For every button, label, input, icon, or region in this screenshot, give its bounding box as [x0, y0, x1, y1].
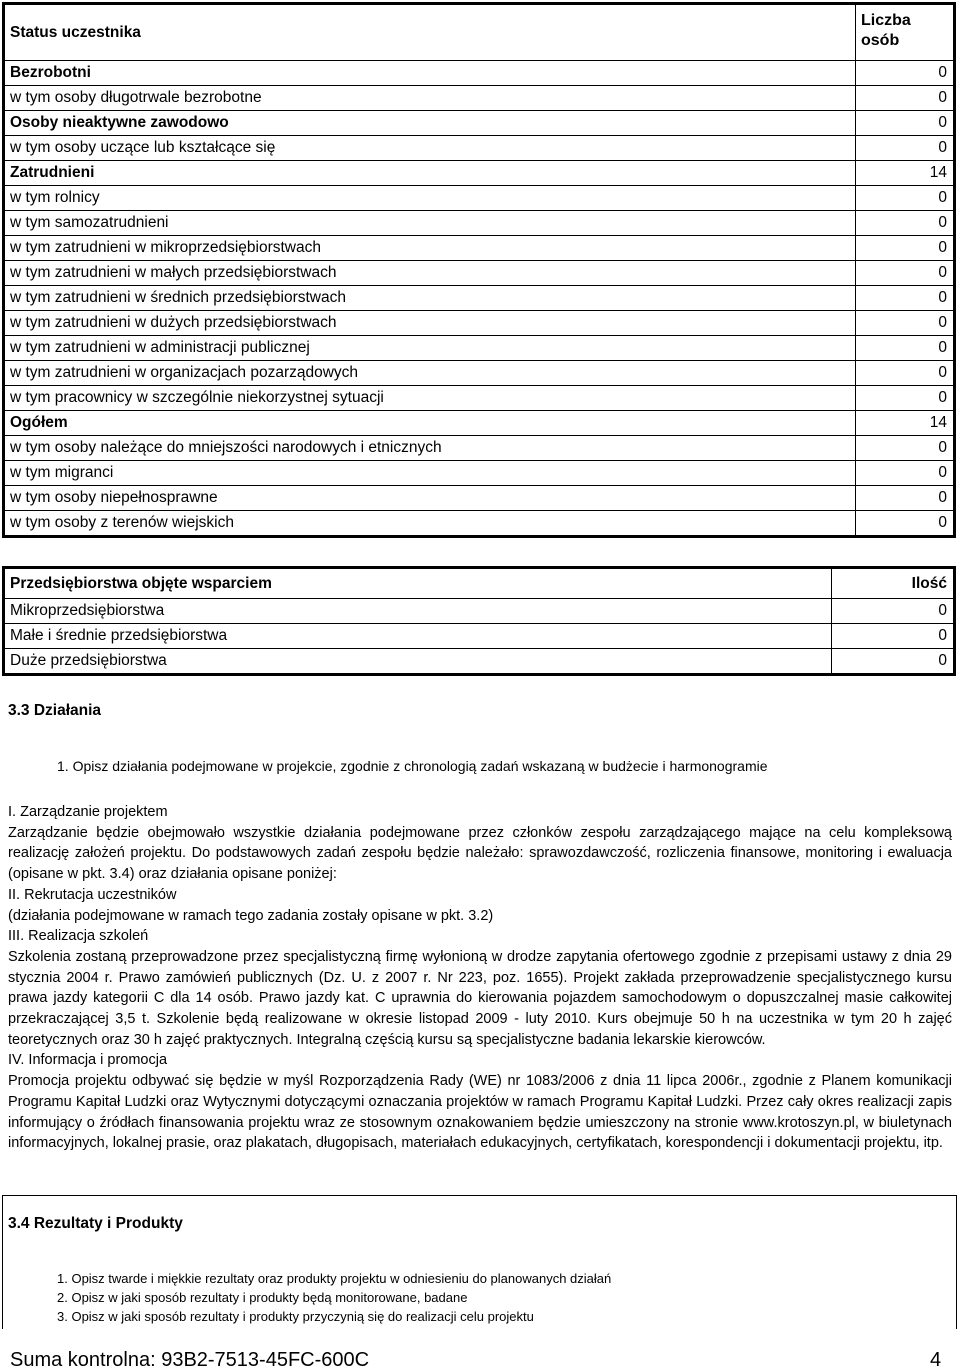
table-row — [5, 161, 954, 186]
row-label: Duże przedsiębiorstwa — [5, 649, 832, 674]
row-value: 0 — [832, 649, 954, 674]
table-row — [5, 261, 954, 286]
row-value: 14 — [856, 161, 954, 186]
section-33-body — [8, 802, 952, 1154]
paragraph: I. Zarządzanie projektem — [8, 804, 168, 820]
section-34-list — [57, 1270, 611, 1326]
row-label: Osoby nieaktywne zawodowo — [5, 111, 856, 136]
row-label: w tym zatrudnieni w dużych przedsiębiorstwach — [5, 311, 856, 336]
row-value: 0 — [856, 186, 954, 211]
row-label: w tym migranci — [5, 461, 856, 486]
paragraph: (działania podejmowane w ramach tego zadania zostały opisane w pkt. 3.2) — [8, 907, 494, 924]
row-value: 0 — [856, 336, 954, 361]
section-34-title: 3.4 Rezultaty i Produkty — [8, 1215, 183, 1232]
table-row — [5, 136, 954, 161]
row-value: 0 — [856, 361, 954, 386]
list-item: 1. Opisz twarde i miękkie rezultaty oraz produkty projektu w odniesieniu do planowanych działań — [57, 1271, 612, 1286]
enterprises-table — [2, 566, 956, 676]
row-label: w tym osoby uczące lub kształcące się — [5, 136, 856, 161]
row-label: w tym zatrudnieni w administracji publicznej — [5, 336, 856, 361]
row-label: w tym zatrudnieni w małych przedsiębiorstwach — [5, 261, 856, 286]
table-row — [5, 361, 954, 386]
row-label: w tym osoby należące do mniejszości narodowych i etnicznych — [5, 436, 856, 461]
table-row — [5, 186, 954, 211]
paragraph: III. Realizacja szkoleń — [8, 928, 149, 945]
list-item: 2. Opisz w jaki sposób rezultaty i produkty będą monitorowane, badane — [57, 1289, 468, 1305]
row-value: 0 — [856, 436, 954, 461]
table-row — [5, 86, 954, 111]
table-row — [5, 436, 954, 461]
row-label: Małe i średnie przedsiębiorstwa — [5, 624, 832, 649]
row-value: 0 — [832, 624, 954, 649]
table-row — [5, 649, 954, 674]
row-label: Bezrobotni — [5, 61, 856, 86]
row-label: w tym rolnicy — [5, 186, 856, 211]
page-number: 4 — [930, 1349, 942, 1371]
row-label: w tym osoby z terenów wiejskich — [5, 511, 856, 536]
participants-table — [2, 2, 956, 538]
row-value: 0 — [856, 86, 954, 111]
paragraph: Promocja projektu odbywać się będzie w myśl Rozporządzenia Rady (WE) nr 1083/2006 z dnia 11 lipca 2006r., zgodnie z Planem komunikacji Programu Kapitał Ludzki oraz Wytycznymi dotyczącymi oznaczania projektów w ramach Programu Kapitał Ludzki. Przez cały okres realizacji zapis informujący o źródłach finansowania projektu wraz ze stosownym oznakowaniem będzie umieszczony na stronie www.krotoszyn.pl, w biuletynach informacyjnych, lokalnej prasie, oraz plakatach, długopisach, materiałach edukacyjnych, certyfikatach, korespondencji i dokumentacji projektu, itp. — [8, 1073, 952, 1152]
row-value: 0 — [856, 386, 954, 411]
row-label: w tym zatrudnieni w mikroprzedsiębiorstwach — [5, 236, 856, 261]
row-value: 0 — [856, 311, 954, 336]
row-label: w tym samozatrudnieni — [5, 211, 856, 236]
table-row — [5, 286, 954, 311]
table-row — [5, 311, 954, 336]
row-value: 0 — [856, 61, 954, 86]
table-row — [5, 511, 954, 536]
table-row — [5, 486, 954, 511]
section-33-title: 3.3 Działania — [8, 702, 102, 719]
row-label: Zatrudnieni — [5, 161, 856, 186]
paragraph: II. Rekrutacja uczestników — [8, 886, 177, 903]
row-value: 0 — [856, 136, 954, 161]
table-row — [5, 386, 954, 411]
paragraph: Zarządzanie będzie obejmowało wszystkie działania podejmowane przez członków zespołu zarządzającego mające na celu kompleksową realizację założeń projektu. Do podstawowych zadań zespołu będzie należało: sprawozdawczość, rozliczenia finansowe, monitoring i ewaluacja (opisane w pkt. 3.4) oraz działania opisane poniżej: — [8, 824, 952, 883]
header-status: Status uczestnika — [5, 5, 856, 61]
table-row — [5, 61, 954, 86]
table-row — [5, 111, 954, 136]
row-label: w tym osoby niepełnosprawne — [5, 486, 856, 511]
row-value: 0 — [856, 261, 954, 286]
row-label: Ogółem — [5, 411, 856, 436]
row-value: 0 — [856, 236, 954, 261]
table-header-row — [5, 5, 954, 61]
header-quantity: Ilość — [832, 569, 954, 599]
row-value: 0 — [856, 486, 954, 511]
paragraph: Szkolenia zostaną przeprowadzone przez specjalistyczną firmę wyłonioną w drodze zapytania ofertowego zgodnie z przepisami ustawy z dnia 29 stycznia 2004 r. Prawo zamówień publicznych (Dz. U. z 2007 r. Nr 223, poz. 1655). Projekt zakłada przeprowadzenie specjalistycznego kursu prawa jazdy kategorii C dla 14 osób. Prawo jazdy kat. C uprawnia do kierowania pojazdem samochodowym o dopuszczalnej masie całkowitej przekraczającej 3,5 t. Szkolenie będą realizowane w okresie listopad 2009 - luty 2010. Kurs obejmuje 50 h na uczestnika w tym 20 h zajęć teoretycznych oraz 30 h zajęć praktycznych. Integralną częścią kursu są specjalistyczne badania lekarskie kierowców. — [8, 948, 952, 1048]
table-row — [5, 211, 954, 236]
table-header-row — [5, 569, 954, 599]
header-count: Liczba osób — [856, 5, 954, 61]
row-value: 0 — [856, 111, 954, 136]
paragraph: IV. Informacja i promocja — [8, 1052, 168, 1069]
row-value: 0 — [832, 599, 954, 624]
row-value: 0 — [856, 461, 954, 486]
checksum: Suma kontrolna: 93B2-7513-45FC-600C — [10, 1349, 370, 1371]
row-value: 0 — [856, 511, 954, 536]
row-label: w tym pracownicy w szczególnie niekorzystnej sytuacji — [5, 386, 856, 411]
table-row — [5, 599, 954, 624]
row-value: 14 — [856, 411, 954, 436]
row-value: 0 — [856, 286, 954, 311]
list-item: 3. Opisz w jaki sposób rezultaty i produkty przyczynią się do realizacji celu projektu — [57, 1308, 534, 1324]
table-row — [5, 461, 954, 486]
table-row — [5, 236, 954, 261]
row-value: 0 — [856, 211, 954, 236]
header-enterprises: Przedsiębiorstwa objęte wsparciem — [5, 569, 832, 599]
row-label: w tym zatrudnieni w organizacjach pozarządowych — [5, 361, 856, 386]
table-row — [5, 624, 954, 649]
table-row — [5, 336, 954, 361]
section-33-instruction: 1. Opisz działania podejmowane w projekcie, zgodnie z chronologią zadań wskazaną w budżecie i harmonogramie — [57, 758, 768, 774]
row-label: w tym zatrudnieni w średnich przedsiębiorstwach — [5, 286, 856, 311]
row-label: Mikroprzedsiębiorstwa — [5, 599, 832, 624]
table-row — [5, 411, 954, 436]
row-label: w tym osoby długotrwale bezrobotne — [5, 86, 856, 111]
